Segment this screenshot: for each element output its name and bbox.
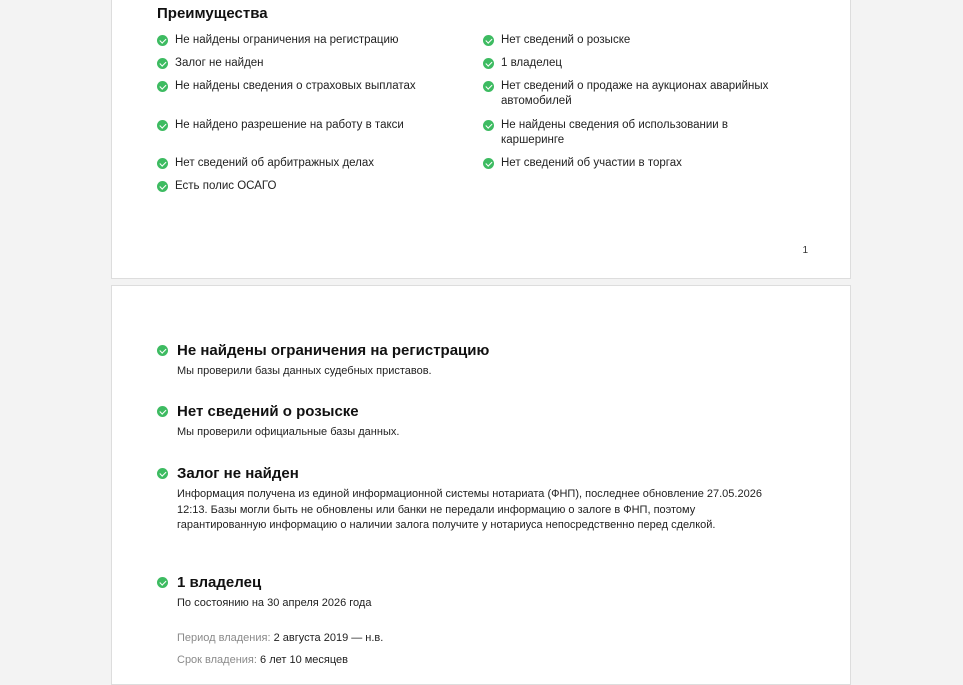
section-text: Мы проверили официальные базы данных. (177, 426, 400, 438)
ownership-duration: Срок владения: 6 лет 10 месяцев (177, 653, 349, 666)
document-page-2 (111, 285, 851, 685)
advantage-item: Не найдены сведения о страховых выплатах (157, 79, 467, 94)
check-circle-icon (483, 81, 494, 92)
check-circle-icon (157, 345, 168, 356)
section-text: По состоянию на 30 апреля 2026 года (177, 597, 372, 609)
check-circle-icon (157, 120, 168, 131)
advantage-item: Нет сведений о розыске (483, 33, 813, 48)
check-circle-icon (157, 58, 168, 69)
check-circle-icon (157, 158, 168, 169)
advantage-item: Не найдены ограничения на регистрацию (157, 33, 467, 48)
check-circle-icon (157, 406, 168, 417)
advantage-item: Не найдены сведения об использовании в каршеринге (483, 118, 771, 148)
advantage-item: Не найдено разрешение на работу в такси (157, 118, 467, 133)
advantage-item: Нет сведений об участии в торгах (483, 156, 813, 171)
section-one-owner (157, 573, 797, 668)
advantages-left-column (157, 33, 467, 194)
advantages-right-column (483, 33, 813, 171)
check-circle-icon (157, 577, 168, 588)
check-circle-icon (483, 58, 494, 69)
page-number: 1 (802, 245, 808, 256)
section-title: 1 владелец (177, 574, 262, 591)
document-page-1 (111, 0, 851, 279)
check-circle-icon (157, 181, 168, 192)
section-text: Информация получена из единой информационной системы нотариата (ФНП), последнее обновление 27.05.2026 12:13. Базы могли быть не обновлены или банки не передали информацию о залоге в ФНП, поэтому гарантированную информацию о наличии залога получите у нотариуса непосредственно перед сделкой. (177, 488, 762, 531)
section-title: Не найдены ограничения на регистрацию (177, 342, 490, 359)
advantage-item: Залог не найден (157, 56, 467, 71)
section-title: Нет сведений о розыске (177, 403, 359, 420)
advantages-heading: Преимущества (157, 5, 268, 22)
section-title: Залог не найден (177, 465, 299, 482)
check-circle-icon (157, 81, 168, 92)
section-no-registration-restrictions (157, 341, 797, 380)
advantage-item: Нет сведений о продаже на аукционах аварийных автомобилей (483, 79, 813, 109)
check-circle-icon (483, 120, 494, 131)
section-no-wanted (157, 402, 797, 441)
section-text: Мы проверили базы данных судебных приставов. (177, 365, 432, 377)
check-circle-icon (157, 468, 168, 479)
check-circle-icon (483, 35, 494, 46)
advantage-item: 1 владелец (483, 56, 813, 71)
section-no-pledge (157, 464, 762, 534)
check-circle-icon (483, 158, 494, 169)
advantage-item: Есть полис ОСАГО (157, 179, 467, 194)
check-circle-icon (157, 35, 168, 46)
advantage-item: Нет сведений об арбитражных делах (157, 156, 467, 171)
ownership-period: Период владения: 2 августа 2019 — н.в. (177, 631, 384, 644)
